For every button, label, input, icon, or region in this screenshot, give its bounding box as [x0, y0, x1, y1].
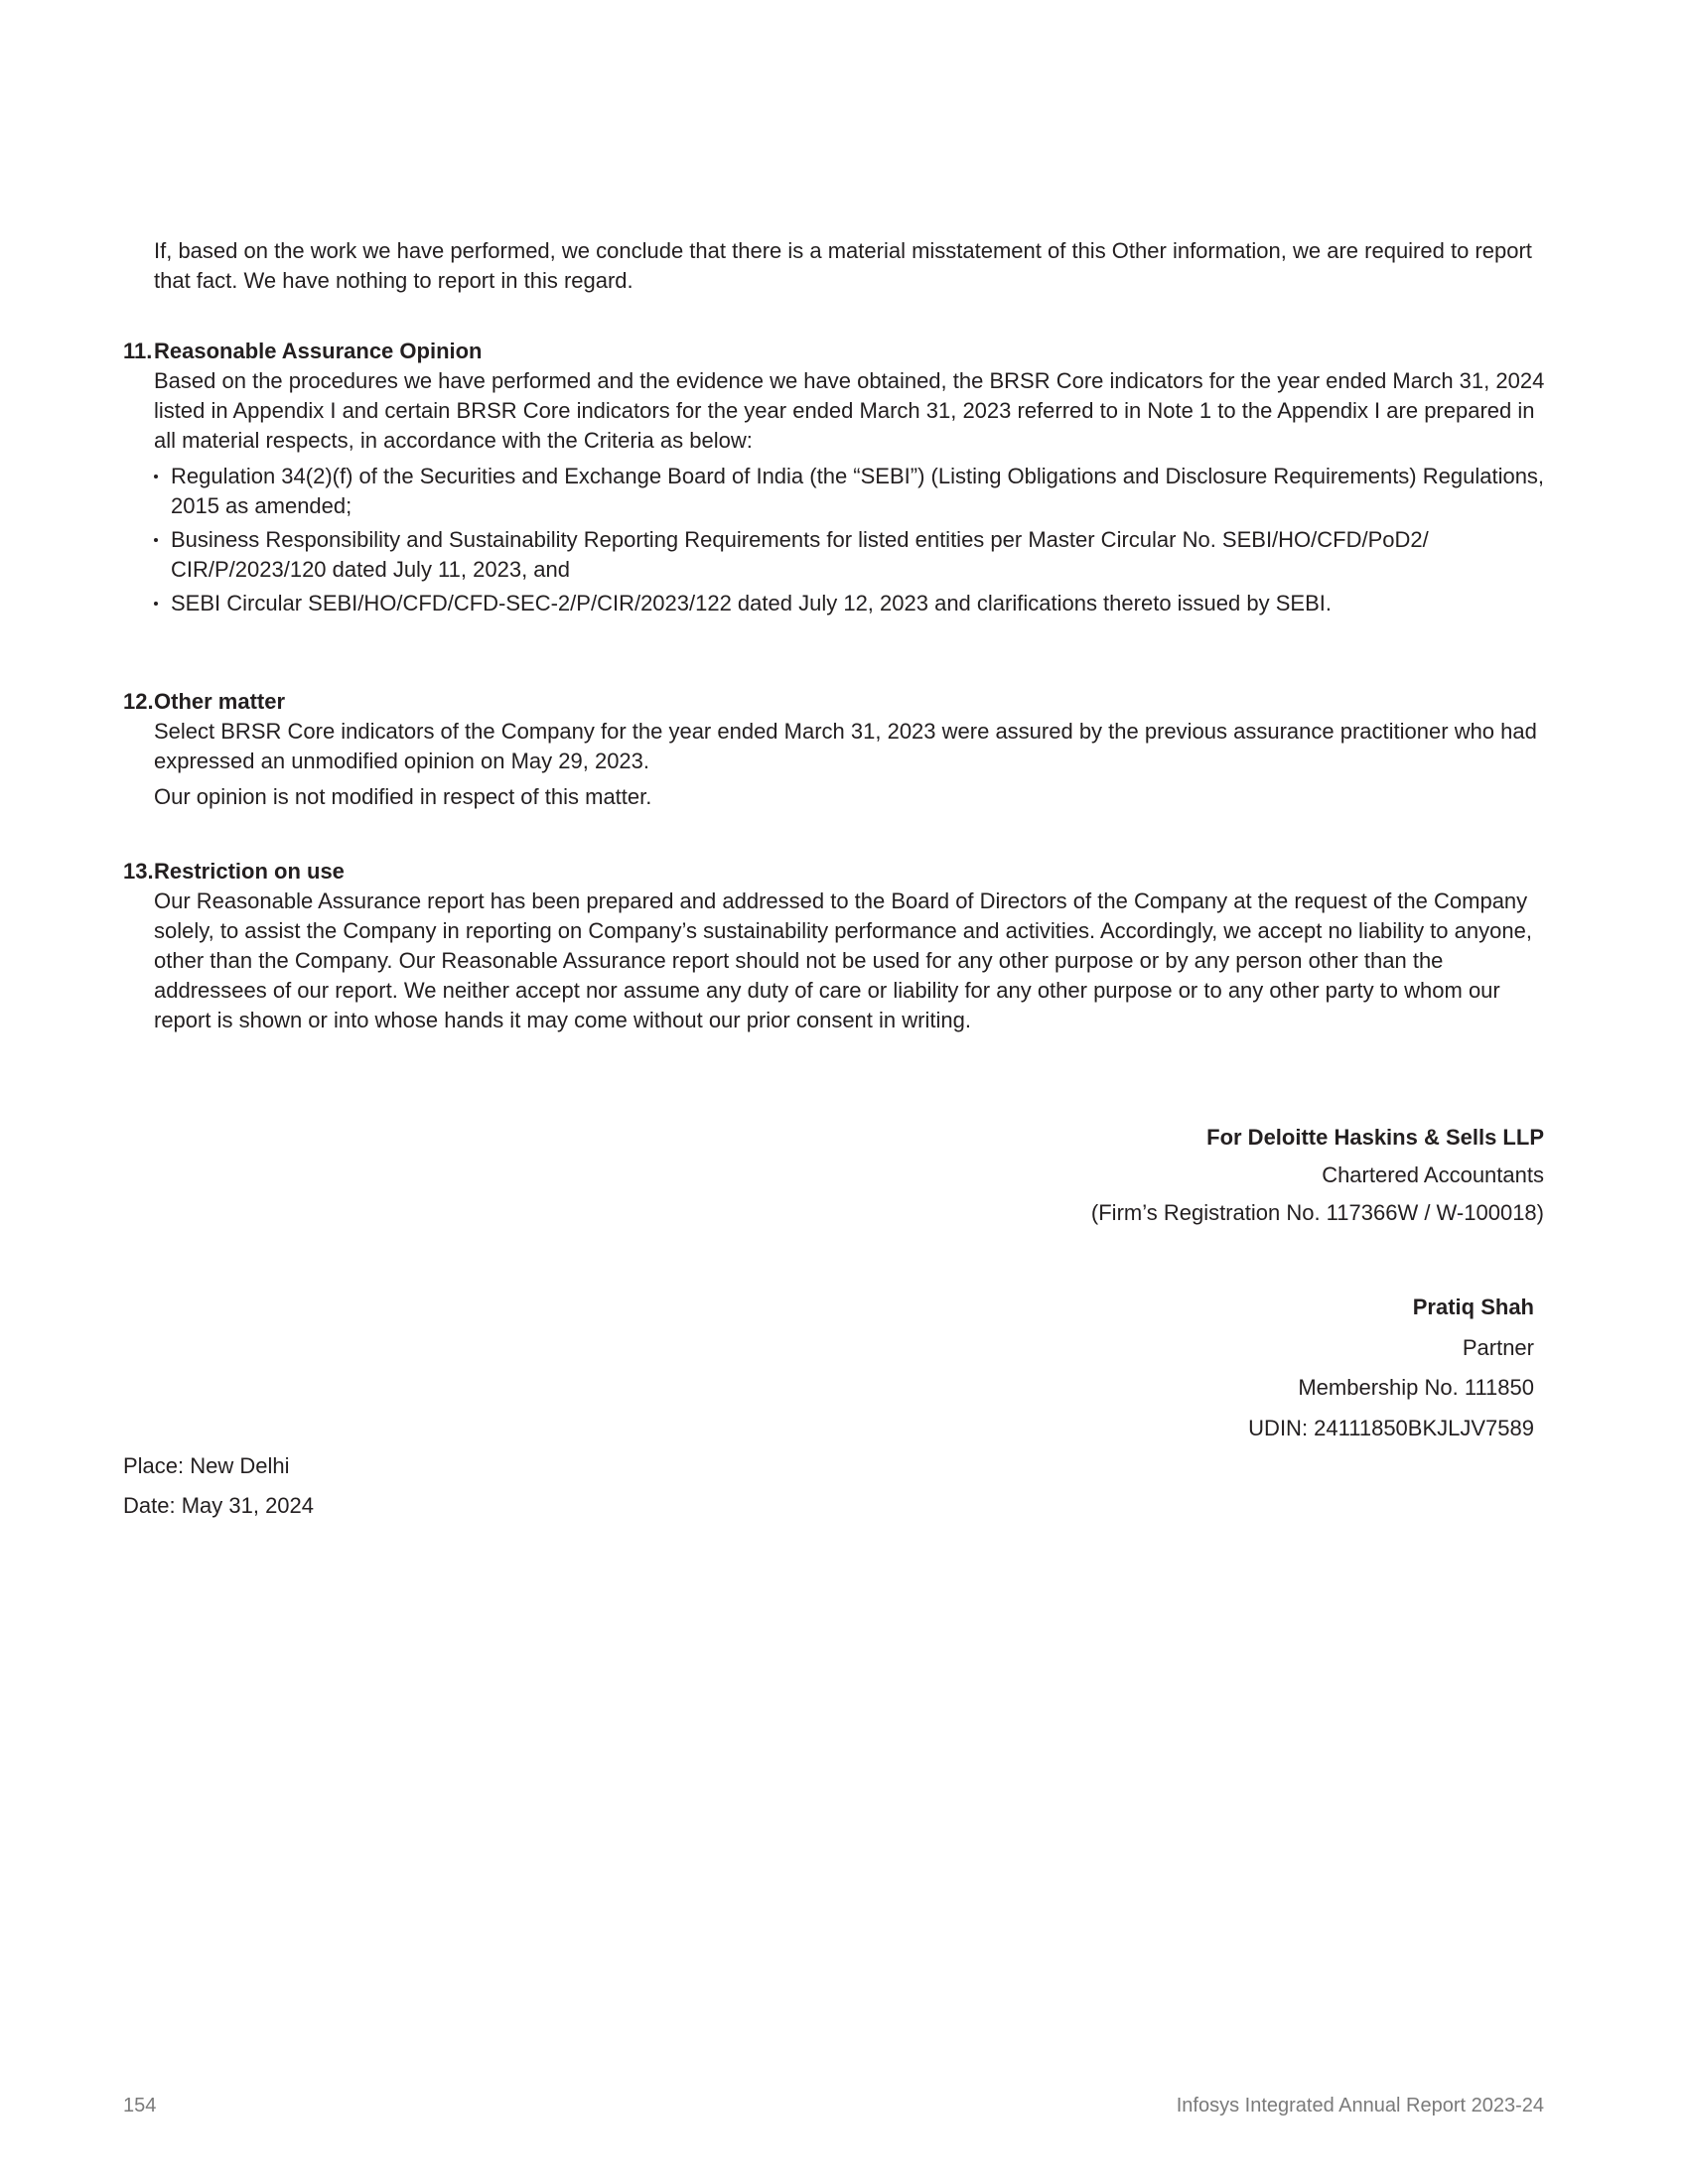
partner-title: Partner	[1462, 1334, 1534, 1360]
place-date-block	[123, 1446, 314, 1526]
udin: UDIN: 24111850BKJLJV7589	[1248, 1415, 1534, 1440]
section-restriction-on-use	[123, 857, 1545, 1041]
signature-firm-block	[1091, 1119, 1544, 1232]
membership-number: Membership No. 111850	[1298, 1375, 1534, 1400]
section-title: Restriction on use	[154, 859, 345, 884]
section-heading	[123, 687, 1545, 717]
section-number: 12.	[123, 689, 154, 714]
section-body	[154, 366, 1545, 618]
section-paragraph: Our opinion is not modified in respect of this matter.	[154, 784, 652, 809]
section-other-matter	[123, 687, 1545, 818]
section-paragraph: Based on the procedures we have performed and the evidence we have obtained, the BRSR Core indicators for the year ended March 31, 2024 listed in Appendix I and certain BRSR Core indicators for the year ended March 31, 2023 referred to in Note 1 to the Appendix I are prepared in all material respects, in accordance with the Criteria as below:	[154, 368, 1545, 453]
intro-paragraph: If, based on the work we have performed, we conclude that there is a material misstatement of this Other information, we are required to report that fact. We have nothing to report in this regard.	[154, 238, 1532, 293]
section-number: 11.	[123, 339, 153, 363]
criteria-list-item: Business Responsibility and Sustainability Reporting Requirements for listed entities per Master Circular No. SEBI/HO/CFD/PoD2/ CIR/P/2023/120 dated July 11, 2023, and	[154, 525, 1545, 585]
section-body	[154, 717, 1545, 812]
section-heading	[123, 337, 1545, 366]
page-number: 154	[123, 2095, 157, 2116]
publication-title: Infosys Integrated Annual Report 2023-24	[1176, 2095, 1544, 2116]
section-paragraph: Our Reasonable Assurance report has been prepared and addressed to the Board of Directors of the Company at the request of the Company solely, to assist the Company in reporting on Company’s sustainability performance and activities. Accordingly, we accept no liability to anyone, other than the Company. Our Reasonable Assurance report should not be used for any other purpose or by any person other than the addressees of our report. We neither accept nor assume any duty of care or liability for any other purpose or to any other party to whom our report is shown or into whose hands it may come without our prior consent in writing.	[154, 888, 1532, 1032]
criteria-list-item: Regulation 34(2)(f) of the Securities and Exchange Board of India (the “SEBI”) (Listing Obligations and Disclosure Requirements) Regulations, 2015 as amended;	[154, 462, 1545, 521]
firm-registration: (Firm’s Registration No. 117366W / W-100018)	[1090, 1200, 1544, 1225]
date: Date: May 31, 2024	[123, 1493, 315, 1518]
criteria-list	[154, 462, 1545, 618]
firm-type: Chartered Accountants	[1322, 1162, 1544, 1187]
place: Place: New Delhi	[123, 1453, 290, 1478]
section-reasonable-assurance-opinion	[123, 337, 1545, 622]
section-paragraph: Select BRSR Core indicators of the Company for the year ended March 31, 2023 were assured by the previous assurance practitioner who had expressed an unmodified opinion on May 29, 2023.	[154, 719, 1537, 773]
criteria-list-item: SEBI Circular SEBI/HO/CFD/CFD-SEC-2/P/CIR/2023/122 dated July 12, 2023 and clarifications thereto issued by SEBI.	[154, 589, 1545, 618]
section-number: 13.	[123, 859, 154, 884]
signature-partner-block	[1248, 1288, 1534, 1448]
partner-name: Pratiq Shah	[1412, 1295, 1534, 1319]
section-body	[154, 887, 1545, 1035]
section-heading	[123, 857, 1545, 887]
section-title: Other matter	[154, 689, 286, 714]
firm-name: For Deloitte Haskins & Sells LLP	[1206, 1125, 1544, 1150]
section-title: Reasonable Assurance Opinion	[154, 339, 483, 363]
